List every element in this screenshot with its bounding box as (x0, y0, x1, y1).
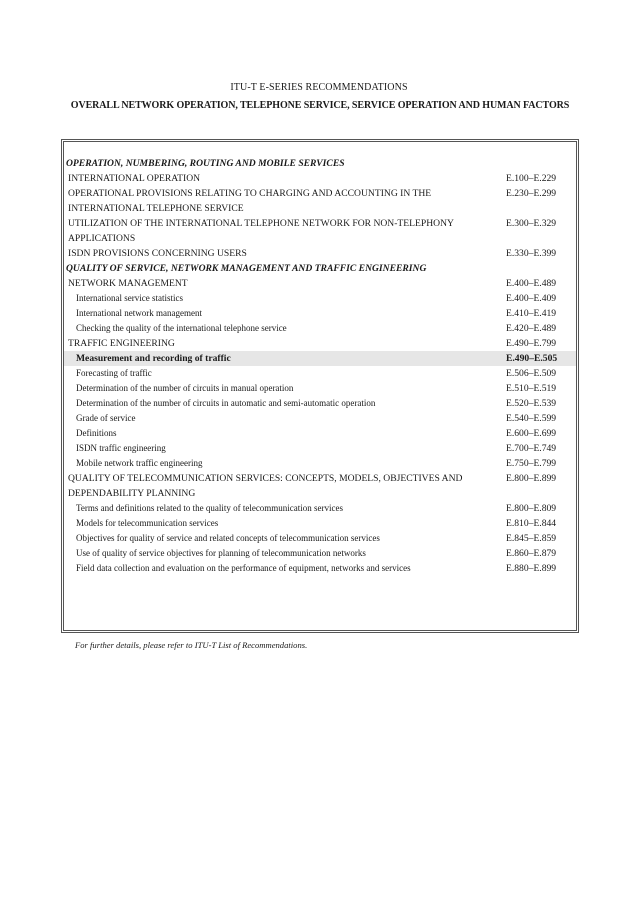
table-row (64, 561, 576, 576)
row-title: Determination of the number of circuits in automatic and semi-automatic operation (76, 398, 376, 408)
table-row (64, 426, 576, 441)
table-row (64, 336, 576, 351)
row-title: Definitions (76, 428, 117, 438)
row-code: E.520–E.539 (506, 398, 557, 409)
row-code: E.860–E.879 (506, 548, 557, 559)
table-row (64, 531, 576, 546)
row-title: ISDN traffic engineering (76, 443, 166, 453)
table-row (64, 381, 576, 396)
row-code: E.700–E.749 (506, 443, 557, 454)
row-code: E.750–E.799 (506, 458, 557, 469)
row-title: UTILIZATION OF THE INTERNATIONAL TELEPHONE NETWORK FOR NON-TELEPHONY APPLICATIONS (68, 218, 454, 244)
row-title: ISDN PROVISIONS CONCERNING USERS (68, 248, 247, 259)
row-code: E.100–E.229 (506, 173, 557, 184)
row-title: Objectives for quality of service and related concepts of telecommunication services (76, 533, 380, 543)
row-code: E.490–E.799 (506, 338, 557, 349)
row-code: E.810–E.844 (506, 518, 557, 529)
row-code: E.800–E.809 (506, 503, 557, 514)
row-title: Field data collection and evaluation on the performance of equipment, networks and services (76, 563, 411, 573)
footnote: For further details, please refer to ITU-T List of Recommendations. (75, 640, 308, 650)
section-heading (64, 156, 576, 171)
table-row (64, 456, 576, 471)
table-row (64, 276, 576, 291)
row-title: Terms and definitions related to the quality of telecommunication services (76, 503, 344, 513)
row-title: QUALITY OF SERVICE, NETWORK MANAGEMENT AND TRAFFIC ENGINEERING (66, 263, 427, 274)
table-row (64, 516, 576, 531)
table-row (64, 546, 576, 561)
table-row (64, 321, 576, 336)
row-code: E.880–E.899 (506, 563, 557, 574)
section-heading (64, 261, 576, 276)
page-subtitle: OVERALL NETWORK OPERATION, TELEPHONE SERVICE, SERVICE OPERATION AND HUMAN FACTORS (70, 100, 570, 111)
recommendations-table (64, 156, 576, 576)
row-title: INTERNATIONAL OPERATION (68, 173, 201, 184)
row-code: E.230–E.299 (506, 188, 557, 199)
row-title: Forecasting of traffic (76, 368, 152, 378)
table-row (64, 501, 576, 516)
table-row (64, 306, 576, 321)
row-title: OPERATIONAL PROVISIONS RELATING TO CHARGING AND ACCOUNTING IN THE INTERNATIONAL TELEPHONE SERVICE (68, 188, 432, 214)
table-row (64, 216, 576, 246)
table-row (64, 351, 576, 366)
row-title: Determination of the number of circuits in manual operation (76, 383, 294, 393)
row-code: E.506–E.509 (506, 368, 557, 379)
row-code: E.510–E.519 (506, 383, 557, 394)
row-code: E.400–E.409 (506, 293, 557, 304)
row-title: QUALITY OF TELECOMMUNICATION SERVICES: CONCEPTS, MODELS, OBJECTIVES AND DEPENDABILITY PLANNING (68, 473, 463, 499)
row-title: Models for telecommunication services (76, 518, 219, 528)
row-code: E.490–E.505 (506, 353, 558, 364)
row-title: TRAFFIC ENGINEERING (68, 338, 175, 349)
row-code: E.600–E.699 (506, 428, 557, 439)
row-code: E.300–E.329 (506, 218, 557, 229)
table-row (64, 171, 576, 186)
table-row (64, 186, 576, 216)
table-row (64, 246, 576, 261)
row-title: Checking the quality of the international telephone service (76, 323, 287, 333)
row-code: E.400–E.489 (506, 278, 557, 289)
table-row (64, 396, 576, 411)
row-title: Use of quality of service objectives for planning of telecommunication networks (76, 548, 366, 558)
table-row (64, 471, 576, 501)
table-row (64, 411, 576, 426)
row-title: OPERATION, NUMBERING, ROUTING AND MOBILE SERVICES (66, 158, 345, 169)
row-code: E.845–E.859 (506, 533, 557, 544)
row-title: International service statistics (76, 293, 183, 303)
row-title: NETWORK MANAGEMENT (68, 278, 188, 289)
table-row (64, 291, 576, 306)
page-title: ITU-T E-SERIES RECOMMENDATIONS (230, 82, 408, 93)
table-row (64, 366, 576, 381)
row-title: Measurement and recording of traffic (76, 353, 231, 364)
row-title: International network management (76, 308, 202, 318)
row-title: Grade of service (76, 413, 136, 423)
row-code: E.420–E.489 (506, 323, 557, 334)
row-title: Mobile network traffic engineering (76, 458, 203, 468)
table-row (64, 441, 576, 456)
row-code: E.800–E.899 (506, 473, 557, 484)
row-code: E.330–E.399 (506, 248, 557, 259)
row-code: E.410–E.419 (506, 308, 557, 319)
row-code: E.540–E.599 (506, 413, 557, 424)
